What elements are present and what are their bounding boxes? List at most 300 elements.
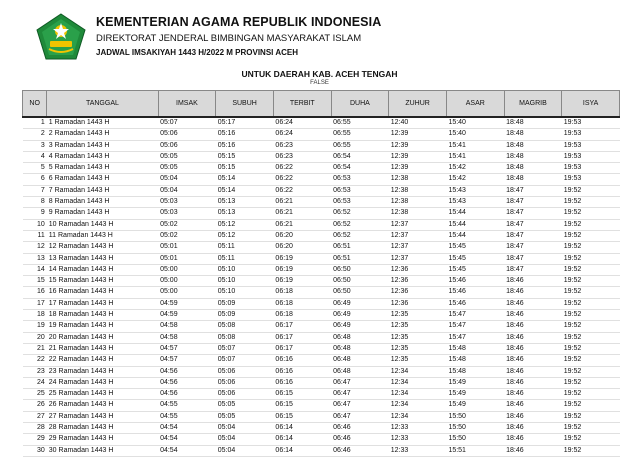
cell-subuh: 05:05 [216, 411, 274, 422]
cell-isya: 19:52 [562, 434, 620, 445]
cell-no: 1 [23, 117, 47, 129]
cell-tanggal: 9 Ramadan 1443 H [47, 208, 158, 219]
cell-no: 28 [23, 423, 47, 434]
cell-duha: 06:55 [331, 117, 389, 129]
table-row [23, 185, 620, 196]
imsakiyah-table [22, 90, 620, 457]
cell-tanggal: 24 Ramadan 1443 H [47, 377, 158, 388]
cell-subuh: 05:13 [216, 208, 274, 219]
flag-text: FALSE [310, 80, 329, 86]
cell-asar: 15:49 [446, 400, 504, 411]
cell-no: 5 [23, 163, 47, 174]
cell-no: 4 [23, 151, 47, 162]
cell-tanggal: 12 Ramadan 1443 H [47, 242, 158, 253]
cell-imsak: 04:58 [158, 321, 216, 332]
cell-subuh: 05:16 [216, 140, 274, 151]
cell-terbit: 06:16 [273, 366, 331, 377]
cell-subuh: 05:10 [216, 287, 274, 298]
cell-no: 8 [23, 197, 47, 208]
cell-zuhur: 12:33 [389, 445, 447, 456]
cell-terbit: 06:23 [273, 140, 331, 151]
cell-terbit: 06:20 [273, 230, 331, 241]
cell-imsak: 04:54 [158, 423, 216, 434]
cell-imsak: 05:02 [158, 219, 216, 230]
cell-asar: 15:48 [446, 355, 504, 366]
cell-imsak: 05:01 [158, 253, 216, 264]
cell-tanggal: 5 Ramadan 1443 H [47, 163, 158, 174]
cell-no: 18 [23, 310, 47, 321]
cell-isya: 19:52 [562, 253, 620, 264]
cell-tanggal: 7 Ramadan 1443 H [47, 185, 158, 196]
cell-asar: 15:47 [446, 332, 504, 343]
cell-zuhur: 12:38 [389, 208, 447, 219]
table-row [23, 140, 620, 151]
cell-no: 19 [23, 321, 47, 332]
cell-subuh: 05:16 [216, 129, 274, 140]
table-row [23, 208, 620, 219]
table-row [23, 321, 620, 332]
cell-duha: 06:50 [331, 276, 389, 287]
cell-zuhur: 12:33 [389, 423, 447, 434]
table-row [23, 276, 620, 287]
table-row [23, 174, 620, 185]
cell-tanggal: 14 Ramadan 1443 H [47, 264, 158, 275]
cell-duha: 06:52 [331, 208, 389, 219]
cell-tanggal: 15 Ramadan 1443 H [47, 276, 158, 287]
cell-imsak: 05:02 [158, 230, 216, 241]
cell-asar: 15:50 [446, 423, 504, 434]
cell-subuh: 05:07 [216, 355, 274, 366]
cell-zuhur: 12:39 [389, 163, 447, 174]
table-row [23, 310, 620, 321]
column-header-tanggal: TANGGAL [47, 91, 158, 118]
cell-asar: 15:41 [446, 140, 504, 151]
cell-terbit: 06:22 [273, 174, 331, 185]
cell-no: 15 [23, 276, 47, 287]
cell-tanggal: 19 Ramadan 1443 H [47, 321, 158, 332]
cell-subuh: 05:12 [216, 230, 274, 241]
cell-zuhur: 12:38 [389, 197, 447, 208]
table-row [23, 355, 620, 366]
table-row [23, 366, 620, 377]
cell-magrib: 18:46 [504, 400, 562, 411]
cell-duha: 06:48 [331, 343, 389, 354]
cell-duha: 06:51 [331, 242, 389, 253]
cell-subuh: 05:09 [216, 298, 274, 309]
cell-terbit: 06:19 [273, 264, 331, 275]
cell-subuh: 05:04 [216, 423, 274, 434]
cell-asar: 15:51 [446, 445, 504, 456]
cell-tanggal: 10 Ramadan 1443 H [47, 219, 158, 230]
cell-no: 7 [23, 185, 47, 196]
cell-no: 20 [23, 332, 47, 343]
cell-zuhur: 12:34 [389, 377, 447, 388]
cell-terbit: 06:16 [273, 355, 331, 366]
cell-isya: 19:52 [562, 219, 620, 230]
cell-magrib: 18:48 [504, 140, 562, 151]
cell-isya: 19:52 [562, 197, 620, 208]
cell-magrib: 18:47 [504, 253, 562, 264]
column-header-duha: DUHA [331, 91, 389, 118]
cell-duha: 06:50 [331, 287, 389, 298]
cell-no: 27 [23, 411, 47, 422]
cell-duha: 06:47 [331, 411, 389, 422]
cell-magrib: 18:47 [504, 185, 562, 196]
cell-terbit: 06:20 [273, 242, 331, 253]
cell-asar: 15:42 [446, 163, 504, 174]
cell-tanggal: 3 Ramadan 1443 H [47, 140, 158, 151]
cell-magrib: 18:47 [504, 230, 562, 241]
cell-tanggal: 8 Ramadan 1443 H [47, 197, 158, 208]
table-row [23, 197, 620, 208]
cell-no: 30 [23, 445, 47, 456]
cell-terbit: 06:19 [273, 253, 331, 264]
cell-terbit: 06:14 [273, 445, 331, 456]
cell-tanggal: 26 Ramadan 1443 H [47, 400, 158, 411]
cell-isya: 19:53 [562, 140, 620, 151]
cell-magrib: 18:46 [504, 355, 562, 366]
table-row [23, 219, 620, 230]
cell-magrib: 18:47 [504, 219, 562, 230]
cell-tanggal: 20 Ramadan 1443 H [47, 332, 158, 343]
cell-asar: 15:45 [446, 242, 504, 253]
cell-asar: 15:48 [446, 343, 504, 354]
cell-tanggal: 22 Ramadan 1443 H [47, 355, 158, 366]
cell-magrib: 18:46 [504, 287, 562, 298]
cell-duha: 06:46 [331, 423, 389, 434]
cell-zuhur: 12:34 [389, 389, 447, 400]
cell-no: 11 [23, 230, 47, 241]
cell-no: 21 [23, 343, 47, 354]
table-row [23, 163, 620, 174]
cell-zuhur: 12:36 [389, 287, 447, 298]
cell-no: 12 [23, 242, 47, 253]
cell-isya: 19:52 [562, 366, 620, 377]
cell-duha: 06:46 [331, 434, 389, 445]
cell-subuh: 05:05 [216, 400, 274, 411]
table-row [23, 377, 620, 388]
cell-terbit: 06:21 [273, 197, 331, 208]
cell-duha: 06:51 [331, 253, 389, 264]
cell-asar: 15:44 [446, 208, 504, 219]
table-body [23, 117, 620, 456]
cell-isya: 19:52 [562, 321, 620, 332]
table-row [23, 445, 620, 456]
cell-no: 10 [23, 219, 47, 230]
cell-terbit: 06:18 [273, 298, 331, 309]
cell-imsak: 05:03 [158, 208, 216, 219]
cell-imsak: 04:56 [158, 366, 216, 377]
cell-asar: 15:46 [446, 287, 504, 298]
cell-no: 13 [23, 253, 47, 264]
cell-subuh: 05:08 [216, 321, 274, 332]
table-row [23, 287, 620, 298]
cell-duha: 06:49 [331, 298, 389, 309]
cell-magrib: 18:47 [504, 242, 562, 253]
cell-imsak: 04:56 [158, 389, 216, 400]
table-row [23, 117, 620, 129]
cell-duha: 06:55 [331, 140, 389, 151]
cell-duha: 06:48 [331, 366, 389, 377]
cell-imsak: 05:05 [158, 163, 216, 174]
cell-subuh: 05:11 [216, 242, 274, 253]
table-row [23, 253, 620, 264]
cell-imsak: 05:00 [158, 276, 216, 287]
cell-imsak: 05:03 [158, 197, 216, 208]
cell-zuhur: 12:37 [389, 219, 447, 230]
cell-tanggal: 27 Ramadan 1443 H [47, 411, 158, 422]
cell-tanggal: 23 Ramadan 1443 H [47, 366, 158, 377]
cell-magrib: 18:47 [504, 197, 562, 208]
cell-zuhur: 12:39 [389, 151, 447, 162]
cell-subuh: 05:04 [216, 434, 274, 445]
cell-subuh: 05:13 [216, 197, 274, 208]
cell-tanggal: 28 Ramadan 1443 H [47, 423, 158, 434]
cell-imsak: 05:01 [158, 242, 216, 253]
cell-tanggal: 1 Ramadan 1443 H [47, 117, 158, 129]
cell-imsak: 05:05 [158, 151, 216, 162]
cell-magrib: 18:46 [504, 321, 562, 332]
cell-isya: 19:53 [562, 174, 620, 185]
column-header-isya: ISYA [562, 91, 620, 118]
column-header-imsak: IMSAK [158, 91, 216, 118]
cell-no: 3 [23, 140, 47, 151]
cell-duha: 06:53 [331, 174, 389, 185]
cell-imsak: 04:57 [158, 355, 216, 366]
cell-terbit: 06:15 [273, 400, 331, 411]
cell-zuhur: 12:37 [389, 230, 447, 241]
cell-asar: 15:43 [446, 185, 504, 196]
cell-isya: 19:52 [562, 185, 620, 196]
cell-isya: 19:52 [562, 264, 620, 275]
cell-subuh: 05:10 [216, 264, 274, 275]
cell-magrib: 18:46 [504, 434, 562, 445]
cell-terbit: 06:15 [273, 411, 331, 422]
cell-zuhur: 12:33 [389, 434, 447, 445]
cell-terbit: 06:22 [273, 163, 331, 174]
column-header-subuh: SUBUH [216, 91, 274, 118]
cell-no: 14 [23, 264, 47, 275]
cell-duha: 06:49 [331, 310, 389, 321]
cell-imsak: 05:07 [158, 117, 216, 129]
header-titles [96, 15, 381, 58]
cell-no: 17 [23, 298, 47, 309]
cell-magrib: 18:48 [504, 163, 562, 174]
cell-duha: 06:48 [331, 355, 389, 366]
table-row [23, 230, 620, 241]
table-row [23, 343, 620, 354]
cell-isya: 19:52 [562, 310, 620, 321]
cell-terbit: 06:17 [273, 332, 331, 343]
cell-duha: 06:53 [331, 197, 389, 208]
cell-no: 24 [23, 377, 47, 388]
cell-subuh: 05:14 [216, 185, 274, 196]
cell-duha: 06:48 [331, 332, 389, 343]
cell-subuh: 05:08 [216, 332, 274, 343]
cell-tanggal: 13 Ramadan 1443 H [47, 253, 158, 264]
cell-magrib: 18:48 [504, 151, 562, 162]
cell-no: 29 [23, 434, 47, 445]
cell-magrib: 18:46 [504, 377, 562, 388]
cell-asar: 15:46 [446, 298, 504, 309]
cell-tanggal: 25 Ramadan 1443 H [47, 389, 158, 400]
table-header-row [23, 91, 620, 118]
cell-no: 25 [23, 389, 47, 400]
cell-magrib: 18:46 [504, 445, 562, 456]
cell-asar: 15:47 [446, 321, 504, 332]
cell-imsak: 05:06 [158, 129, 216, 140]
cell-isya: 19:52 [562, 208, 620, 219]
cell-magrib: 18:46 [504, 310, 562, 321]
cell-isya: 19:52 [562, 445, 620, 456]
cell-isya: 19:53 [562, 163, 620, 174]
cell-isya: 19:52 [562, 377, 620, 388]
region-title: UNTUK DAERAH KAB. ACEH TENGAH [241, 69, 398, 79]
cell-isya: 19:52 [562, 242, 620, 253]
cell-subuh: 05:07 [216, 343, 274, 354]
schedule-title: JADWAL IMSAKIYAH 1443 H/2022 M PROVINSI ACEH [96, 48, 298, 57]
cell-duha: 06:47 [331, 377, 389, 388]
cell-asar: 15:45 [446, 264, 504, 275]
cell-duha: 06:47 [331, 389, 389, 400]
table-row [23, 400, 620, 411]
cell-subuh: 05:12 [216, 219, 274, 230]
cell-no: 16 [23, 287, 47, 298]
cell-terbit: 06:17 [273, 321, 331, 332]
cell-magrib: 18:46 [504, 332, 562, 343]
table-row [23, 264, 620, 275]
cell-subuh: 05:06 [216, 366, 274, 377]
cell-no: 6 [23, 174, 47, 185]
cell-no: 23 [23, 366, 47, 377]
cell-terbit: 06:17 [273, 343, 331, 354]
cell-zuhur: 12:35 [389, 310, 447, 321]
cell-tanggal: 4 Ramadan 1443 H [47, 151, 158, 162]
cell-terbit: 06:19 [273, 276, 331, 287]
cell-asar: 15:43 [446, 197, 504, 208]
cell-terbit: 06:14 [273, 434, 331, 445]
cell-subuh: 05:14 [216, 174, 274, 185]
cell-zuhur: 12:36 [389, 276, 447, 287]
cell-magrib: 18:46 [504, 423, 562, 434]
cell-isya: 19:53 [562, 117, 620, 129]
cell-isya: 19:52 [562, 423, 620, 434]
cell-imsak: 04:56 [158, 377, 216, 388]
cell-isya: 19:52 [562, 400, 620, 411]
cell-zuhur: 12:36 [389, 264, 447, 275]
cell-isya: 19:52 [562, 389, 620, 400]
table-row [23, 389, 620, 400]
cell-magrib: 18:46 [504, 389, 562, 400]
cell-isya: 19:52 [562, 276, 620, 287]
cell-magrib: 18:47 [504, 208, 562, 219]
cell-zuhur: 12:38 [389, 185, 447, 196]
cell-tanggal: 2 Ramadan 1443 H [47, 129, 158, 140]
cell-subuh: 05:06 [216, 377, 274, 388]
cell-tanggal: 17 Ramadan 1443 H [47, 298, 158, 309]
cell-terbit: 06:24 [273, 117, 331, 129]
cell-imsak: 04:57 [158, 343, 216, 354]
cell-isya: 19:52 [562, 298, 620, 309]
cell-magrib: 18:46 [504, 366, 562, 377]
cell-duha: 06:52 [331, 219, 389, 230]
cell-zuhur: 12:36 [389, 298, 447, 309]
table-row [23, 242, 620, 253]
cell-asar: 15:50 [446, 434, 504, 445]
cell-asar: 15:42 [446, 174, 504, 185]
cell-subuh: 05:06 [216, 389, 274, 400]
cell-imsak: 04:54 [158, 434, 216, 445]
cell-subuh: 05:15 [216, 151, 274, 162]
table-row [23, 129, 620, 140]
cell-isya: 19:52 [562, 230, 620, 241]
column-header-asar: ASAR [446, 91, 504, 118]
cell-isya: 19:53 [562, 151, 620, 162]
cell-imsak: 05:00 [158, 287, 216, 298]
cell-imsak: 04:55 [158, 411, 216, 422]
cell-isya: 19:52 [562, 287, 620, 298]
column-header-no: NO [23, 91, 47, 118]
cell-asar: 15:49 [446, 389, 504, 400]
ministry-title: KEMENTERIAN AGAMA REPUBLIK INDONESIA [96, 15, 382, 29]
cell-terbit: 06:21 [273, 208, 331, 219]
cell-asar: 15:47 [446, 310, 504, 321]
cell-subuh: 05:10 [216, 276, 274, 287]
cell-asar: 15:48 [446, 366, 504, 377]
cell-asar: 15:40 [446, 129, 504, 140]
cell-tanggal: 6 Ramadan 1443 H [47, 174, 158, 185]
cell-subuh: 05:15 [216, 163, 274, 174]
cell-tanggal: 16 Ramadan 1443 H [47, 287, 158, 298]
cell-imsak: 04:54 [158, 445, 216, 456]
cell-isya: 19:52 [562, 332, 620, 343]
cell-imsak: 05:04 [158, 174, 216, 185]
cell-imsak: 04:59 [158, 310, 216, 321]
table-row [23, 298, 620, 309]
cell-magrib: 18:46 [504, 276, 562, 287]
cell-imsak: 05:00 [158, 264, 216, 275]
document-header [36, 13, 596, 63]
cell-asar: 15:45 [446, 253, 504, 264]
cell-terbit: 06:18 [273, 287, 331, 298]
column-header-zuhur: ZUHUR [389, 91, 447, 118]
cell-zuhur: 12:35 [389, 321, 447, 332]
cell-zuhur: 12:37 [389, 253, 447, 264]
cell-tanggal: 30 Ramadan 1443 H [47, 445, 158, 456]
cell-terbit: 06:21 [273, 219, 331, 230]
cell-isya: 19:52 [562, 411, 620, 422]
cell-tanggal: 11 Ramadan 1443 H [47, 230, 158, 241]
cell-magrib: 18:48 [504, 129, 562, 140]
table-row [23, 411, 620, 422]
cell-terbit: 06:18 [273, 310, 331, 321]
cell-no: 2 [23, 129, 47, 140]
cell-subuh: 05:17 [216, 117, 274, 129]
cell-magrib: 18:46 [504, 343, 562, 354]
table-row [23, 151, 620, 162]
cell-magrib: 18:47 [504, 264, 562, 275]
cell-asar: 15:41 [446, 151, 504, 162]
cell-subuh: 05:09 [216, 310, 274, 321]
cell-zuhur: 12:40 [389, 117, 447, 129]
cell-terbit: 06:22 [273, 185, 331, 196]
column-header-terbit: TERBIT [273, 91, 331, 118]
cell-zuhur: 12:34 [389, 411, 447, 422]
directorate-subtitle: DIREKTORAT JENDERAL BIMBINGAN MASYARAKAT ISLAM [96, 33, 362, 44]
cell-terbit: 06:14 [273, 423, 331, 434]
cell-duha: 06:53 [331, 185, 389, 196]
cell-terbit: 06:23 [273, 151, 331, 162]
